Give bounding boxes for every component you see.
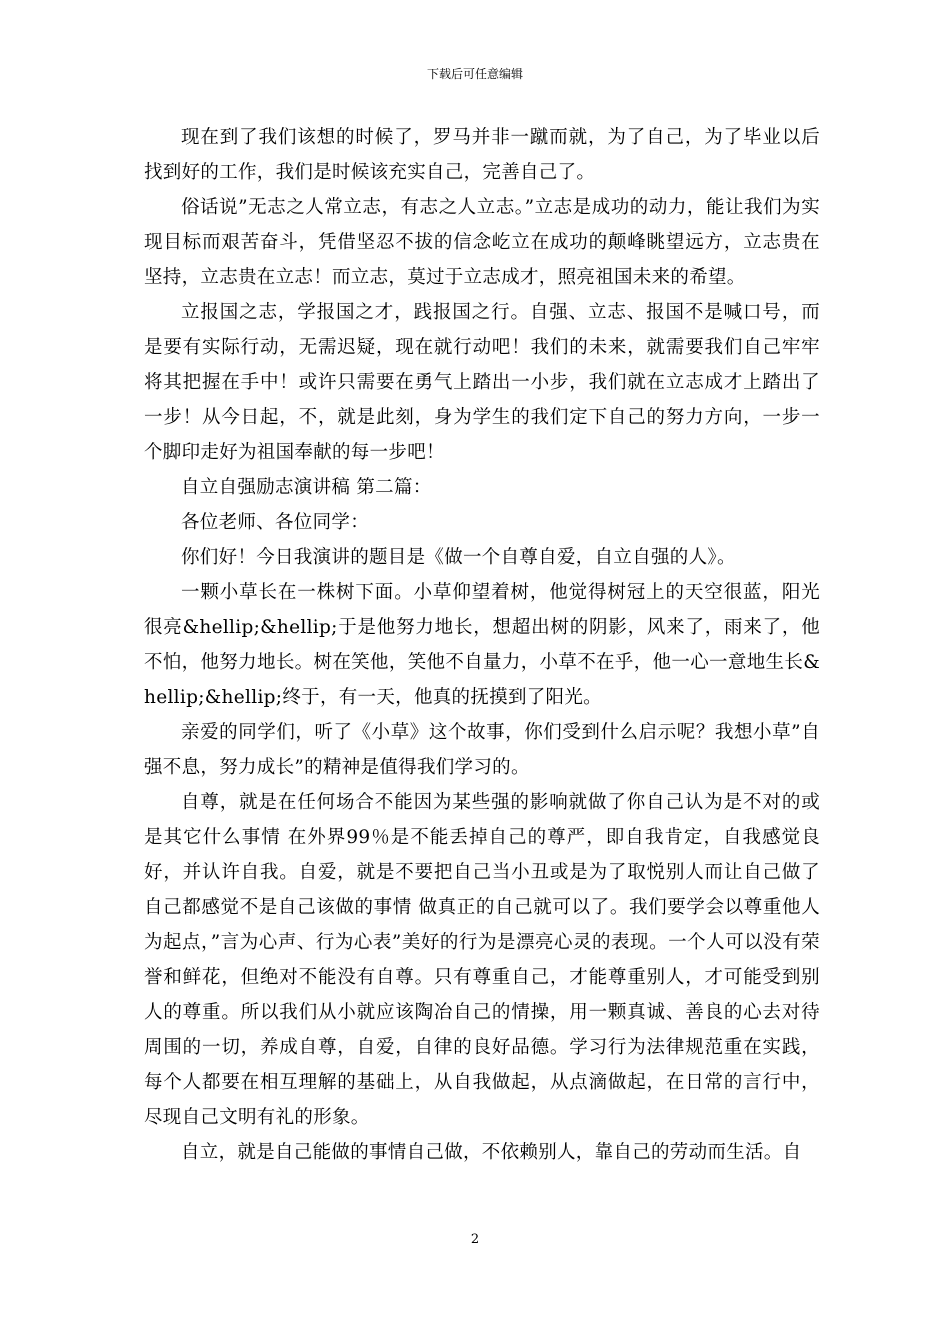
paragraph-3: 立报国之志，学报国之才，践报国之行。自强、立志、报国不是喊口号，而是要有实际行动，无需迟疑，现在就行动吧！我们的未来，就需要我们自己牢牢将其把握在手中！或许只需要在勇气上踏出一小步，我们就在立志成才上踏出了一步！从今日起，不，就是此刻，身为学生的我们定下自己的努力方向，一步一个脚印走好为祖国奉献的每一步吧！ xyxy=(144,302,820,463)
section-heading: 自立自强励志演讲稿 第二篇： xyxy=(181,477,432,498)
page-header: 下载后可任意编辑 xyxy=(426,67,523,81)
paragraph-self-reliance: 自立，就是自己能做的事情自己做，不依赖别人，靠自己的劳动而生活。自 xyxy=(181,1142,802,1163)
greeting-paragraph: 你们好！今日我演讲的题目是《做一个自尊自爱，自立自强的人》。 xyxy=(181,547,736,568)
paragraph-grass-story: 一颗小草长在一株树下面。小草仰望着树，他觉得树冠上的天空很蓝，阳光很亮&hellip;&hellip;于是他努力地长，想超出树的阴影，风来了，雨来了，他不怕，他努力地长。树在笑他，笑他不自量力，小草不在乎，他一心一意地生长&hellip;&hellip;终于，有一天，他真的抚摸到了阳光。 xyxy=(144,582,820,708)
paragraph-1: 现在到了我们该想的时候了，罗马并非一蹴而就，为了自己，为了毕业以后找到好的工作，我们是时候该充实自己，完善自己了。 xyxy=(144,127,820,183)
document-body xyxy=(144,120,820,1170)
paragraph-2: 俗话说”无志之人常立志，有志之人立志。”立志是成功的动力，能让我们为实现目标而艰苦奋斗，凭借坚忍不拔的信念屹立在成功的颠峰眺望远方，立志贵在坚持，立志贵在立志！而立志，莫过于立志成才，照亮祖国未来的希望。 xyxy=(144,197,820,288)
salutation: 各位老师、各位同学： xyxy=(181,512,370,533)
paragraph-inspiration: 亲爱的同学们，听了《小草》这个故事，你们受到什么启示呢？我想小草”自强不息，努力成长”的精神是值得我们学习的。 xyxy=(144,722,820,778)
page-number: 2 xyxy=(470,1232,480,1247)
paragraph-self-respect: 自尊，就是在任何场合不能因为某些强的影响就做了你自己认为是不对的或是其它什么事情 在外界99％是不能丢掉自己的尊严，即自我肯定，自我感觉良好，并认许自我。自爱，就是不要把自己当小丑或是为了取悦别人而让自己做了自己都感觉不是自己该做的事情 做真正的自己就可以了。我们要学会以尊重他人为起点，”言为心声、行为心表”美好的行为是漂亮心灵的表现。一个人可以没有荣誉和鲜花，但绝对不能没有自尊。只有尊重自己，才能尊重别人，才可能受到别人的尊重。所以我们从小就应该陶冶自己的情操，用一颗真诚、善良的心去对待周围的一切，养成自尊，自爱，自律的良好品德。学习行为法律规范重在实践，每个人都要在相互理解的基础上，从自我做起，从点滴做起，在日常的言行中，尽现自己文明有礼的形象。 xyxy=(144,792,820,1128)
